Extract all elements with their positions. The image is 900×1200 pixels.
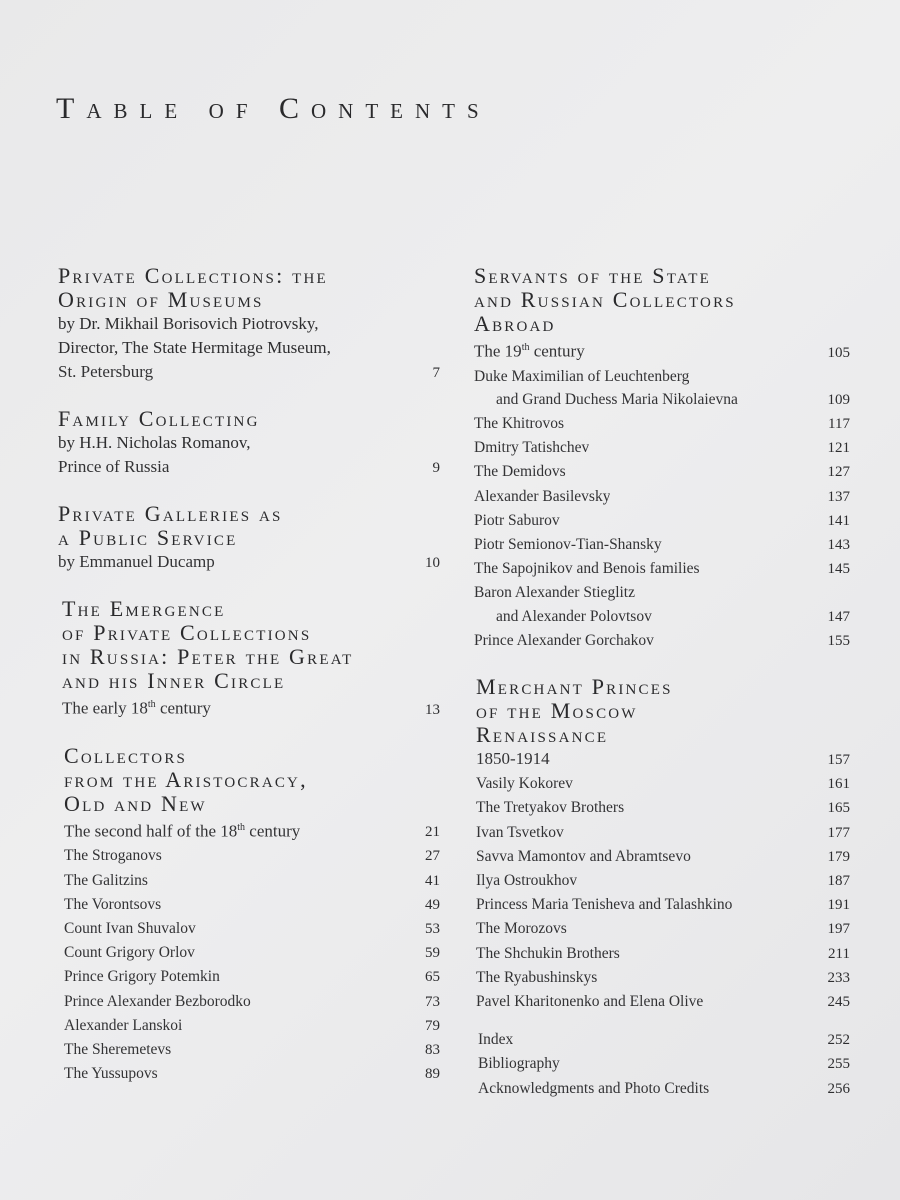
entry-label: Alexander Lanskoi <box>64 1016 183 1034</box>
toc-entry[interactable] <box>64 1014 440 1038</box>
page-number: 49 <box>425 896 440 913</box>
page-number: 105 <box>827 344 850 361</box>
section-heading-line: Collectors <box>64 742 188 768</box>
toc-entry[interactable] <box>476 772 850 796</box>
entry-label: The Demidovs <box>474 463 566 481</box>
page-number: 252 <box>827 1032 850 1049</box>
entry-label: The Sheremetevs <box>64 1040 172 1058</box>
ordinal-suffix: th <box>521 342 530 353</box>
toc-entry[interactable] <box>476 966 850 990</box>
toc-entry[interactable] <box>474 388 850 412</box>
entry-label: and Grand Duchess Maria Nikolaievna <box>496 390 738 408</box>
toc-entry[interactable] <box>474 533 850 557</box>
section-heading-line: of the Moscow <box>476 698 638 724</box>
page-number: 79 <box>425 1017 440 1034</box>
entry-label: Alexander Basilevsky <box>474 487 611 505</box>
entry-label: Duke Maximilian of Leuchtenberg <box>474 367 690 385</box>
toc-entry[interactable] <box>62 693 440 722</box>
page-number: 89 <box>425 1066 440 1083</box>
toc-entry[interactable] <box>64 1038 440 1062</box>
page-number: 41 <box>425 872 440 889</box>
toc-entry[interactable] <box>476 845 850 869</box>
section-heading-line: Private Galleries as <box>58 501 283 526</box>
toc-section-merchant-princes[interactable] <box>474 675 850 1014</box>
entry-label: The Morozovs <box>476 920 567 938</box>
page-number: 109 <box>827 391 850 408</box>
entry-label <box>474 336 585 364</box>
section-heading-line: a Public Service <box>58 525 238 550</box>
entry-label-text: The early 18 <box>62 698 148 718</box>
toc-entry[interactable] <box>474 436 850 460</box>
page-number: 73 <box>425 993 440 1010</box>
page-number: 233 <box>827 969 850 986</box>
toc-section-aristocracy[interactable] <box>58 744 440 1087</box>
entry-label: Prince of Russia <box>58 457 170 476</box>
toc-entry[interactable] <box>474 485 850 509</box>
toc-entry[interactable] <box>476 796 850 820</box>
entry-label: Ilya Ostroukhov <box>476 871 578 889</box>
entry-label: The Stroganovs <box>64 847 162 865</box>
section-byline: by H.H. Nicholas Romanov, <box>58 433 251 452</box>
toc-entry[interactable] <box>476 747 850 772</box>
entry-label-text: century <box>155 698 211 718</box>
section-heading-line: in Russia: Peter the Great <box>62 644 354 669</box>
page-title-text: Table of Contents <box>56 92 491 125</box>
toc-entry[interactable] <box>476 990 850 1014</box>
toc-back-matter <box>474 1028 850 1101</box>
section-heading-line: and his Inner Circle <box>62 668 286 693</box>
section-heading-line: Abroad <box>474 311 556 336</box>
page-number: 256 <box>827 1080 850 1097</box>
entry-list <box>64 844 440 1086</box>
entry-label <box>64 816 300 844</box>
page-number: 179 <box>827 848 850 865</box>
toc-entry[interactable] <box>64 965 440 989</box>
page-number: 245 <box>827 993 850 1010</box>
section-heading-line: Renaissance <box>476 722 609 748</box>
toc-entry[interactable] <box>474 629 850 653</box>
entry-label: Count Ivan Shuvalov <box>64 919 196 937</box>
toc-section-servants[interactable] <box>474 264 850 653</box>
entry-list <box>474 365 850 653</box>
entry-label: Ivan Tsvetkov <box>476 823 564 841</box>
page-number: 143 <box>827 537 850 554</box>
section-heading-line: Merchant Princes <box>476 674 673 700</box>
page-number: 9 <box>432 460 440 476</box>
toc-entry[interactable] <box>64 917 440 941</box>
toc-entry[interactable] <box>64 941 440 965</box>
entry-label: The Tretyakov Brothers <box>476 799 625 817</box>
page-number: 211 <box>828 945 850 962</box>
toc-entry[interactable] <box>64 816 440 845</box>
toc-entry[interactable] <box>474 365 850 388</box>
entry-label: Piotr Semionov-Tian-Shansky <box>474 536 662 554</box>
page-number: 121 <box>827 440 850 457</box>
entry-list <box>476 772 850 1014</box>
entry-label: Count Grigory Orlov <box>64 944 195 962</box>
toc-section-private-galleries[interactable] <box>58 502 440 575</box>
ordinal-suffix: th <box>237 821 246 833</box>
entry-label: 1850-1914 <box>476 749 550 769</box>
entry-label: The Sapojnikov and Benois families <box>474 560 700 578</box>
page-number: 65 <box>425 969 440 986</box>
entry-label-text: century <box>529 341 585 361</box>
section-heading-line: of Private Collections <box>62 620 312 645</box>
page-number: 157 <box>827 752 850 769</box>
entry-list <box>478 1028 850 1101</box>
section-heading-line: Private Collections: the <box>58 263 328 288</box>
page-number: 7 <box>432 365 440 381</box>
toc-entry[interactable] <box>58 550 440 575</box>
page-number: 255 <box>827 1056 850 1073</box>
entry-label: Index <box>478 1031 514 1049</box>
toc-entry[interactable] <box>58 360 440 385</box>
page-number: 83 <box>425 1041 440 1058</box>
page-number: 59 <box>425 945 440 962</box>
page-number: 10 <box>425 555 440 571</box>
toc-left-column <box>58 264 440 1108</box>
page-number: 187 <box>827 872 850 889</box>
toc-entry[interactable] <box>64 893 440 917</box>
entry-label: Dmitry Tatishchev <box>474 439 590 457</box>
entry-label-text: The 19 <box>474 341 522 361</box>
entry-label: The Khitrovos <box>474 415 564 433</box>
entry-label: St. Petersburg <box>58 362 154 381</box>
ordinal-suffix: th <box>147 699 156 710</box>
toc-entry[interactable] <box>58 455 440 480</box>
section-heading-line: Family Collecting <box>58 406 260 431</box>
toc-entry[interactable] <box>476 893 850 917</box>
toc-entry[interactable] <box>478 1028 850 1052</box>
toc-entry[interactable] <box>474 460 850 484</box>
page-number: 161 <box>827 776 850 793</box>
entry-label: Bibliography <box>478 1055 560 1073</box>
entry-label-text: century <box>245 821 301 841</box>
toc-entry[interactable] <box>64 869 440 893</box>
entry-label: Piotr Saburov <box>474 511 560 529</box>
page-number: 27 <box>425 848 440 865</box>
section-heading-line: from the Aristocracy, <box>64 766 308 792</box>
toc-entry[interactable] <box>476 917 850 941</box>
entry-label-text: The second half of the 18 <box>64 821 238 841</box>
entry-label: The Shchukin Brothers <box>476 944 620 962</box>
page-number: 21 <box>425 824 440 841</box>
toc-entry[interactable] <box>476 821 850 845</box>
toc-entry[interactable] <box>474 605 850 629</box>
toc-entry[interactable] <box>64 990 440 1014</box>
toc-entry[interactable] <box>474 336 850 365</box>
toc-section-family-collecting[interactable] <box>58 407 440 480</box>
section-byline: Director, The State Hermitage Museum, <box>58 338 331 357</box>
section-byline: by Dr. Mikhail Borisovich Piotrovsky, <box>58 314 319 333</box>
page-number: 147 <box>827 608 850 625</box>
page-number: 155 <box>827 632 850 649</box>
page-number: 13 <box>425 701 440 718</box>
toc-section-private-collections[interactable] <box>58 264 440 385</box>
section-heading-line: Origin of Museums <box>58 287 264 312</box>
entry-label: and Alexander Polovtsov <box>496 607 652 625</box>
toc-entry[interactable] <box>474 412 850 436</box>
entry-label: Pavel Kharitonenko and Elena Olive <box>476 992 704 1010</box>
toc-entry[interactable] <box>478 1052 850 1076</box>
page-number: 145 <box>827 561 850 578</box>
toc-entry[interactable] <box>64 1062 440 1086</box>
page-number: 53 <box>425 920 440 937</box>
toc-entry[interactable] <box>474 581 850 604</box>
page-number: 127 <box>827 464 850 481</box>
section-heading-line: Servants of the State <box>474 263 711 288</box>
toc-entry[interactable] <box>64 844 440 868</box>
entry-label: The Vorontsovs <box>64 895 162 913</box>
page-number: 177 <box>827 824 850 841</box>
page-number: 197 <box>827 921 850 938</box>
section-heading-line: Old and New <box>64 790 207 816</box>
toc-entry[interactable] <box>476 942 850 966</box>
entry-label: Acknowledgments and Photo Credits <box>478 1079 710 1097</box>
toc-right-column <box>474 264 850 1123</box>
page-number: 117 <box>828 416 850 433</box>
entry-label: Savva Mamontov and Abramtsevo <box>476 847 691 865</box>
entry-label: The Yussupovs <box>64 1065 158 1083</box>
toc-entry[interactable] <box>478 1077 850 1101</box>
entry-label: Vasily Kokorev <box>476 775 573 793</box>
entry-label: Baron Alexander Stieglitz <box>474 584 635 602</box>
entry-label: Prince Grigory Potemkin <box>64 968 220 986</box>
page-number: 137 <box>827 488 850 505</box>
entry-label: The Galitzins <box>64 871 148 889</box>
section-heading-line: and Russian Collectors <box>474 287 736 312</box>
section-heading-line: The Emergence <box>62 596 226 621</box>
page-number: 191 <box>827 897 850 914</box>
entry-label: Princess Maria Tenisheva and Talashkino <box>476 896 733 914</box>
entry-label: The Ryabushinskys <box>476 968 598 986</box>
toc-entry[interactable] <box>474 509 850 533</box>
page-title <box>56 92 491 126</box>
entry-label <box>62 693 211 721</box>
toc-section-emergence[interactable] <box>58 597 440 722</box>
entry-label: Prince Alexander Gorchakov <box>474 631 654 649</box>
page-number: 141 <box>827 512 850 529</box>
entry-label: by Emmanuel Ducamp <box>58 552 215 571</box>
toc-entry[interactable] <box>476 869 850 893</box>
toc-entry[interactable] <box>474 557 850 581</box>
page-number: 165 <box>827 800 850 817</box>
entry-label: Prince Alexander Bezborodko <box>64 992 251 1010</box>
